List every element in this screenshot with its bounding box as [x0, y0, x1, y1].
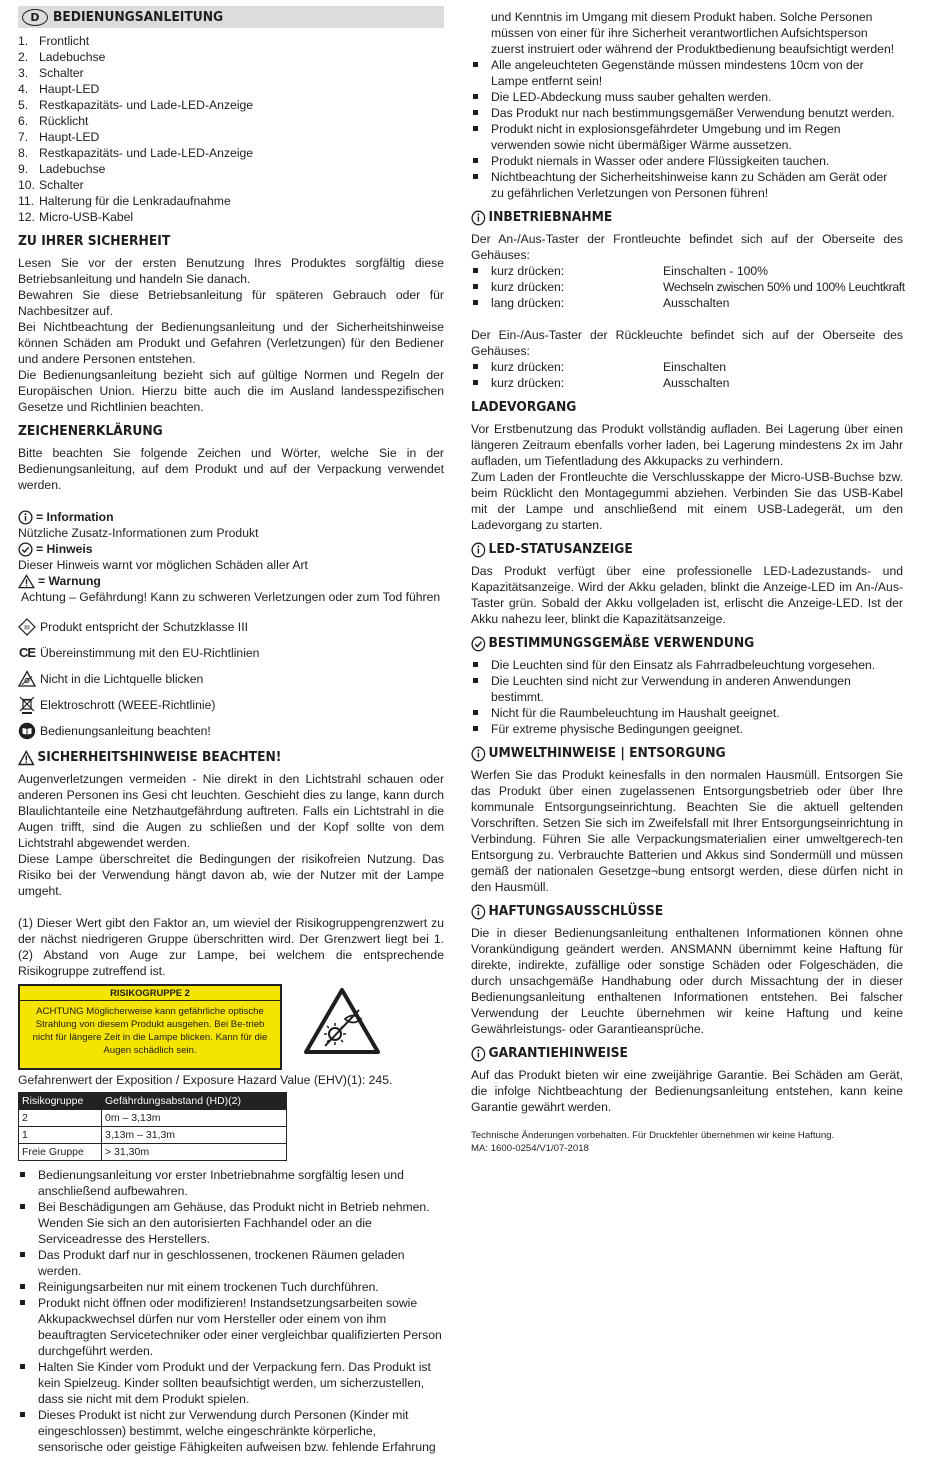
- bullet-item: Nicht für die Raumbeleuchtung im Haushalt geeignet.: [471, 705, 903, 721]
- part-label: Schalter: [39, 66, 84, 80]
- safety-bullets: [18, 1167, 444, 1455]
- continuation-text: und Kenntnis im Umgang mit diesem Produkt haben. Solche Personen müssen von einer für ihre Sicherheit verantwortlichen Aufsichtsperson zuerst instruiert oder während der Produktbedienung beaufsichtigt werden!: [491, 10, 895, 56]
- front-intro: Der An-/Aus-Taster der Frontleuchte befindet sich auf der Oberseite des Gehäuses:: [471, 232, 903, 262]
- part-number: 12.: [18, 210, 35, 224]
- led-p1: Das Produkt verfügt über eine professionelle LED-Ladezustands- und Kapazitätsanzeige. Wird der Akku geladen, blinkt die Anzeige-LED im An-/Aus-Taster grün. Sobald der Akku vollgeladen ist, erlischt die Anzeige-LED. Ist der Akku nahezu leer, blinkt die Kapazitätsanzeige.: [471, 564, 903, 626]
- part-item: [18, 161, 444, 177]
- symbol-ce: CE Übereinstimmung mit den EU-Richtlinien: [18, 645, 260, 660]
- usage-bullets: [471, 657, 903, 737]
- bullet-item: Alle angeleuchteten Gegenstände müssen mindestens 10cm von der Lampe entfernt sein!: [471, 57, 903, 89]
- safety-notes-p2: Diese Lampe überschreitet die Bedingungen der risikofreien Nutzung. Das Risiko bei der Verwendung hängt davon ab, wie der Nutzer mit der Lampe umgeht.: [18, 852, 444, 898]
- bullet-item: Bei Beschädigungen am Gehäuse, das Produkt nicht in Betrieb nehmen. Wenden Sie sich an den autorisierten Fachhandel oder an die Serviceadresse des Herstellers.: [18, 1199, 444, 1247]
- symbol-manual: Bedienungsanleitung beachten!: [18, 722, 444, 740]
- table-header-cell: Gefährdungsabstand (HD)(2): [102, 1093, 287, 1110]
- right-column: [471, 9, 903, 1155]
- info-icon: [471, 542, 486, 558]
- weee-bin-icon: [18, 696, 36, 714]
- bullet-item: Reinigungsarbeiten nur mit einem trockenen Tuch durchführen.: [18, 1279, 444, 1295]
- part-number: 2.: [18, 50, 29, 64]
- switch-result: Ausschalten: [663, 376, 730, 390]
- switch-action: lang drücken:: [491, 296, 565, 310]
- safety-text: [18, 255, 444, 415]
- bullet-item: Bedienungsanleitung vor erster Inbetriebnahme sorgfältig lesen und anschließend aufbewahren.: [18, 1167, 444, 1199]
- info-icon: [471, 210, 486, 226]
- part-item: [18, 193, 444, 209]
- warranty-p1: Auf das Produkt bieten wir eine zweijährige Garantie. Bei Schäden am Gerät, die infolge Nichtbeachtung der Bedienungsanleitung entstehen, kann keine Garantie gewährt werden.: [471, 1068, 903, 1114]
- switch-result: Ausschalten: [663, 296, 730, 310]
- led-heading: LED-STATUSANZEIGE: [471, 541, 868, 559]
- rear-intro: Der Ein-/Aus-Taster der Rückleuchte befindet sich auf der Oberseite des Gehäuses:: [471, 328, 903, 358]
- protection-class-3-icon: [18, 618, 36, 636]
- part-label: Restkapazitäts- und Lade-LED-Anzeige: [39, 98, 254, 112]
- warning-triangle-icon: [18, 574, 35, 589]
- part-item: [18, 113, 444, 129]
- table-row: [19, 1144, 287, 1161]
- part-label: Halterung für die Lenkradaufnahme: [39, 194, 231, 208]
- operation-heading: INBETRIEBNAHME: [471, 209, 868, 227]
- title-bar: [18, 6, 444, 28]
- safety-notes-p1: Augenverletzungen vermeiden - Nie direkt in den Lichtstrahl schauen oder anderen Personen ins Gesi cht leuchten. Geschieht dies zu lange, kann durch Blaulichtanteile eine Netzhautgefährdung auftreten. Falls ein Lichtstrahl in die Augen trifft, sind die Augen zu schließen und der Kopf sollte von dem Lichtstrahl abgewendet werden.: [18, 772, 444, 850]
- legend-info-text: Nützliche Zusatz-Informationen zum Produkt: [18, 526, 259, 540]
- part-number: 6.: [18, 114, 29, 128]
- part-number: 11.: [18, 194, 35, 208]
- switch-result: Einschalten - 100%: [663, 264, 769, 278]
- bullet-item: Halten Sie Kinder vom Produkt und der Verpackung fern. Das Produkt ist kein Spielzeug. Kinder sollten beaufsichtigt werden, um sicherzustellen, dass sie nicht mit dem Produkt spielen.: [18, 1359, 444, 1407]
- part-label: Ladebuchse: [39, 50, 106, 64]
- table-cell: 3,13m – 31,3m: [102, 1127, 287, 1144]
- ehv-value: Gefahrenwert der Exposition / Exposure Hazard Value (EHV)(1): 245.: [18, 1073, 393, 1087]
- legend-warn: = Warnung: [18, 573, 444, 589]
- legend-hint-text: Dieser Hinweis warnt vor möglichen Schäden aller Art: [18, 558, 308, 572]
- part-number: 1.: [18, 34, 29, 48]
- table-cell: 0m – 3,13m: [102, 1110, 287, 1127]
- part-number: 7.: [18, 130, 29, 144]
- front-switch-table: [471, 263, 903, 311]
- bullet-item: Das Produkt nur nach bestimmungsgemäßer Verwendung benutzt werden.: [471, 105, 903, 121]
- part-item: [18, 65, 444, 81]
- charging-heading: LADEVORGANG: [471, 400, 577, 415]
- part-label: Schalter: [39, 178, 84, 192]
- bullet-item: Dieses Produkt ist nicht zur Verwendung durch Personen (Kinder mit eingeschlossen) bestimmt, welche eingeschränkte körperliche, sensorische oder geistige Fähigkeiten aufweisen bzw. fehlende Erfahrung: [18, 1407, 444, 1455]
- bullet-item: Nichtbeachtung der Sicherheitshinweise kann zu Schäden am Gerät oder zu gefährlichen Verletzungen von Personen führen!: [471, 169, 903, 201]
- risk-title: RISIKOGRUPPE 2: [20, 986, 280, 1001]
- info-icon: [471, 746, 486, 762]
- env-p1: Werfen Sie das Produkt keinesfalls in den normalen Hausmüll. Entsorgen Sie das Produkt über einen zugelassenen Entsorgungsbetrieb oder über Ihre kommunale Entsorgungseinrichtung. Beachten Sie die aktuell geltenden Vorschriften. Setzen Sie sich im Zweifelsfall mit Ihrer Entsorgungseinrichtung in Verbindung. Führen Sie alle Verpackungsmaterialien einer umweltgerech-ten Entsorgung zu. Verbrauchte Batterien und Akkus sind Sondermüll und müssen gemäß der nationalen Gesetzge¬bung entsorgt werden, diese dürfen nicht in den Hausmüll.: [471, 768, 903, 894]
- warning-triangle-icon: [18, 750, 35, 766]
- switch-row: [471, 375, 903, 391]
- env-heading: UMWELTHINWEISE | ENTSORGUNG: [471, 745, 868, 763]
- part-label: Restkapazitäts- und Lade-LED-Anzeige: [39, 146, 254, 160]
- table-header-cell: Risikogruppe: [19, 1093, 102, 1110]
- left-column: [18, 33, 444, 1455]
- footer-line2: MA: 1600-0254/V1/07-2018: [471, 1143, 589, 1154]
- hazard-distance-table: [18, 1092, 287, 1161]
- bullet-item: Produkt niemals in Wasser oder andere Flüssigkeiten tauchen.: [471, 153, 903, 169]
- part-number: 4.: [18, 82, 29, 96]
- bullet-item: Das Produkt darf nur in geschlossenen, trockenen Räumen geladen werden.: [18, 1247, 444, 1279]
- footer-line1: Technische Änderungen vorbehalten. Für Druckfehler übernehmen wir keine Haftung.: [471, 1130, 835, 1141]
- part-number: 5.: [18, 98, 29, 112]
- switch-action: kurz drücken:: [491, 376, 565, 390]
- eye-hazard-triangle-icon: [303, 986, 381, 1056]
- legend-info: = Information: [18, 509, 444, 525]
- part-label: Haupt-LED: [39, 130, 100, 144]
- part-item: [18, 33, 444, 49]
- table-row: [19, 1110, 287, 1127]
- safety-heading: ZU IHRER SICHERHEIT: [18, 234, 171, 249]
- info-icon: [18, 510, 33, 525]
- read-manual-icon: [18, 722, 36, 740]
- symbol-weee: Elektroschrott (WEEE-Richtlinie): [18, 696, 444, 714]
- part-label: Ladebuchse: [39, 162, 106, 176]
- charging-p1: Vor Erstbenutzung das Produkt vollständig aufladen. Bei Lagerung über einen längeren Zeitraum ebenfalls vorher laden, bei Lagerung mindestens 2x im Jahr aufladen, um Tiefentladung des Akkupacks zu verhindern.: [471, 422, 903, 468]
- legend-intro: Bitte beachten Sie folgende Zeichen und Wörter, welche Sie in der Bedienungsanleitung, auf dem Produkt und auf der Verpackung verwendet werden.: [18, 446, 444, 492]
- safety-p4: Die Bedienungsanleitung bezieht sich auf gültige Normen und Regeln der Europäischen Union. Hierzu bitte auch die im Ausland landesspezifischen Gesetze und Richtlinien beachten.: [18, 368, 444, 414]
- part-item: [18, 81, 444, 97]
- charging-p2: Zum Laden der Frontleuchte die Verschlusskappe der Micro-USB-Buchse bzw. beim Rücklicht den Montagegummi abziehen. Verbinden Sie das USB-Kabel mit der Lampe und anschließend mit einem USB-Ladegerät, um den Ladevorgang zu starten.: [471, 470, 903, 532]
- safety-p3: Bei Nichtbeachtung der Bedienungsanleitung und der Sicherheitshinweise können Schäden am Produkt und Gefahren (Verletzungen) für den Bediener und andere Personen entstehen.: [18, 320, 444, 366]
- part-item: [18, 129, 444, 145]
- part-item: [18, 49, 444, 65]
- switch-row: [471, 279, 903, 295]
- bullet-item: Produkt nicht in explosionsgefährdeter Umgebung und im Regen verwenden sowie nicht übermäßiger Wärme aussetzen.: [471, 121, 903, 153]
- part-label: Micro-USB-Kabel: [39, 210, 134, 224]
- switch-action: kurz drücken:: [491, 280, 565, 294]
- part-label: Rücklicht: [39, 114, 89, 128]
- document-title: BEDIENUNGSANLEITUNG: [53, 9, 224, 25]
- part-number: 3.: [18, 66, 29, 80]
- liability-heading: HAFTUNGSAUSSCHLÜSSE: [471, 903, 868, 921]
- table-cell: Freie Gruppe: [19, 1144, 102, 1161]
- switch-result: Einschalten: [663, 360, 727, 374]
- symbol-class3: III Produkt entspricht der Schutzklasse III: [18, 618, 444, 636]
- part-item: [18, 97, 444, 113]
- part-label: Haupt-LED: [39, 82, 100, 96]
- safety-p2: Bewahren Sie diese Betriebsanleitung für späteren Gebrauch oder für Nachbesitzer auf.: [18, 288, 444, 318]
- safety-notes-p3: (1) Dieser Wert gibt den Faktor an, um wieviel der Risikogruppengrenzwert zu der nächst niedrigeren Gruppe überschritten wird. Der Grenzwert liegt bei 1. (2) Abstand von Auge zur Lampe, bei welchem die entsprechende Risikogruppe zutreffend ist.: [18, 916, 444, 978]
- bullet-item: Die LED-Abdeckung muss sauber gehalten werden.: [471, 89, 903, 105]
- check-circle-icon: [18, 542, 33, 557]
- parts-list: [18, 33, 444, 225]
- legend-hint: = Hinweis: [18, 541, 444, 557]
- switch-row: [471, 263, 903, 279]
- switch-action: kurz drücken:: [491, 360, 565, 374]
- check-circle-icon: [471, 636, 486, 652]
- legend-heading: ZEICHENERKLÄRUNG: [18, 424, 163, 439]
- bullet-item: Produkt nicht öffnen oder modifizieren! Instandsetzungsarbeiten sowie Akkupackwechsel dürfen nur vom Hersteller oder einem von ihm beauftragten Servicetechniker oder einer vergleichbar qualifizierten Person durchgeführt werden.: [18, 1295, 444, 1359]
- bullet-item: Die Leuchten sind nicht zur Verwendung in anderen Anwendungen bestimmt.: [471, 673, 903, 705]
- legend-warn-text: Achtung – Gefährdung! Kann zu schweren Verletzungen oder zum Tod führen: [21, 590, 441, 604]
- switch-action: kurz drücken:: [491, 264, 565, 278]
- safety-p1: Lesen Sie vor der ersten Benutzung Ihres Produktes sorgfältig diese Betriebsanleitung und handeln Sie danach.: [18, 256, 444, 286]
- bullet-item: Für extreme physische Bedingungen geeignet.: [471, 721, 903, 737]
- info-icon: [471, 1046, 486, 1062]
- part-item: [18, 209, 444, 225]
- switch-result: Wechseln zwischen 50% und 100% Leuchtkraft: [663, 280, 905, 294]
- safety-bullets-continued: [471, 57, 903, 201]
- rear-switch-table: [471, 359, 903, 391]
- ce-mark-icon: CE: [18, 645, 36, 660]
- table-cell: 2: [19, 1110, 102, 1127]
- part-number: 10.: [18, 178, 35, 192]
- switch-row: [471, 295, 903, 311]
- warranty-heading: GARANTIEHINWEISE: [471, 1045, 868, 1063]
- risk-group-box: [18, 984, 282, 1070]
- part-label: Frontlicht: [39, 34, 90, 48]
- switch-row: [471, 359, 903, 375]
- info-icon: [471, 904, 486, 920]
- table-row: [19, 1127, 287, 1144]
- safety-notes-heading: SICHERHEITSHINWEISE BEACHTEN!: [18, 749, 410, 767]
- symbol-light: Nicht in die Lichtquelle blicken: [18, 670, 444, 688]
- table-cell: 1: [19, 1127, 102, 1144]
- usage-heading: BESTIMMUNGSGEMÄßE VERWENDUNG: [471, 635, 868, 653]
- part-number: 9.: [18, 162, 29, 176]
- part-number: 8.: [18, 146, 29, 160]
- risk-text: ACHTUNG Möglicherweise kann gefährliche optische Strahlung von diesem Produkt ausgehen. Bei Be-trieb nicht für längere Zeit in die Lampe blicken. Kann für die Augen schädlich sein.: [32, 1006, 268, 1056]
- part-item: [18, 177, 444, 193]
- table-cell: > 31,30m: [102, 1144, 287, 1161]
- class3-mark: III: [24, 623, 30, 632]
- risk-area: [18, 984, 444, 1072]
- language-badge: D: [22, 9, 48, 26]
- part-item: [18, 145, 444, 161]
- bullet-item: Die Leuchten sind für den Einsatz als Fahrradbeleuchtung vorgesehen.: [471, 657, 903, 673]
- no-look-light-icon: [18, 670, 36, 688]
- liability-p1: Die in dieser Bedienungsanleitung enthaltenen Informationen können ohne Vorankündigung geändert werden. ANSMANN übernimmt keine Haftung für direkte, indirekte, zufällige oder sonstige Schäden oder Folgeschäden, die durch unsachgemäße Handhabung oder durch Missachtung der in dieser Bedienungsanleitung enthaltenen Informationen entstehen. Bei falscher Verwendung der Leuchte übernehmen wir keine Haftung und keine Gewährleistungs- oder Garantieansprüche.: [471, 926, 903, 1036]
